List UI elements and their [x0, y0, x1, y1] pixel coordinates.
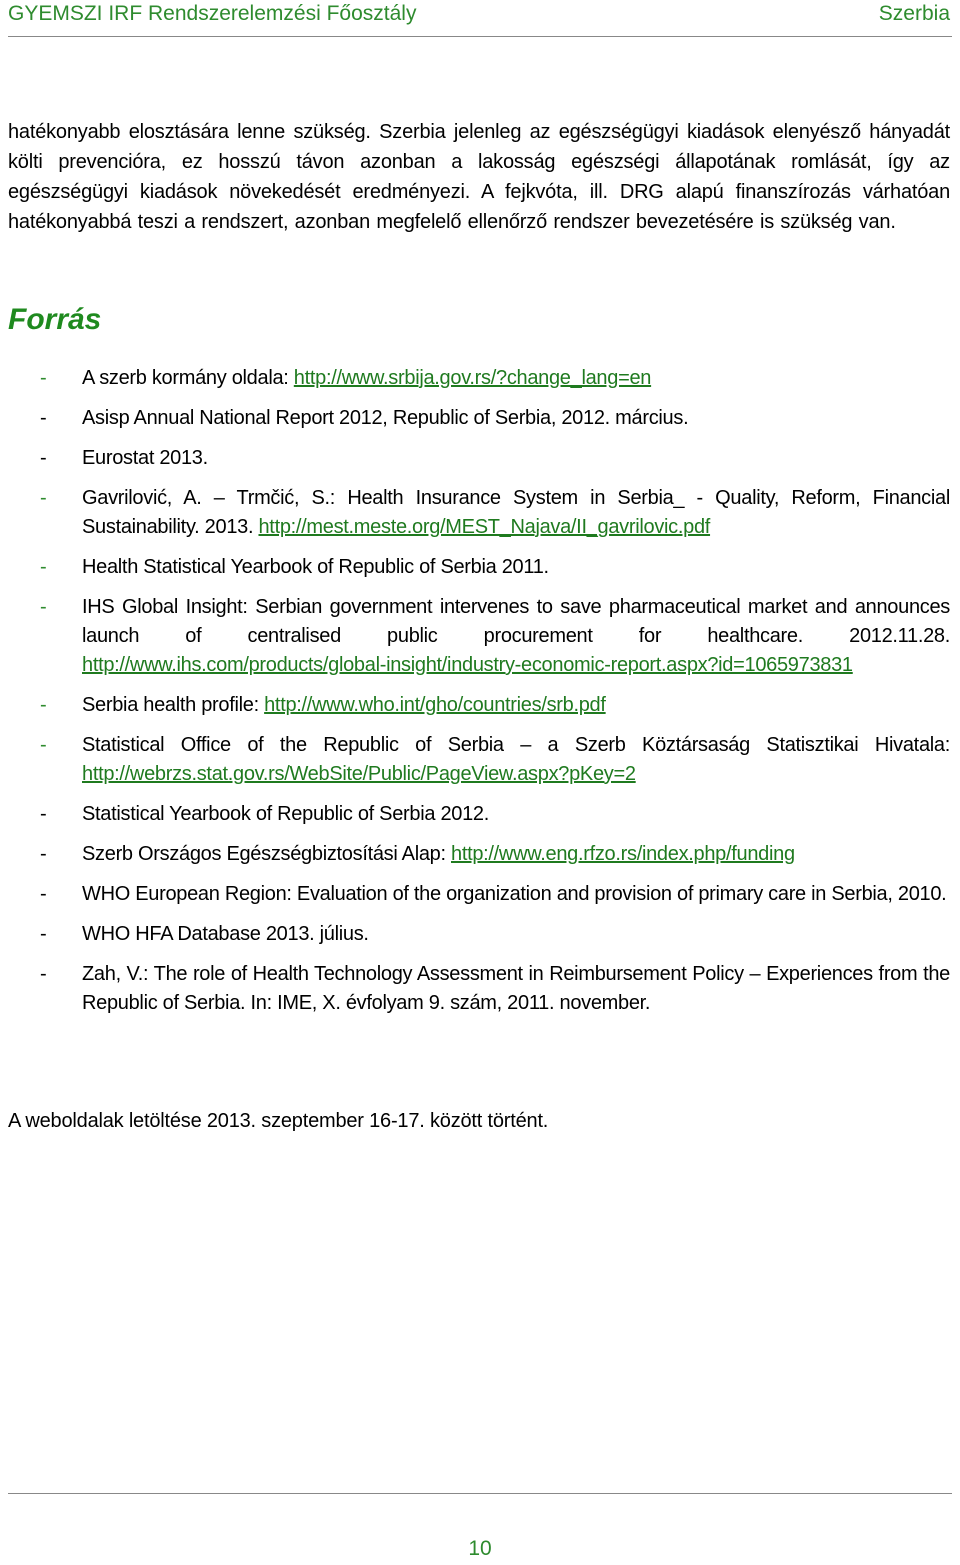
reference-link[interactable]: http://www.eng.rfzo.rs/index.php/funding [451, 843, 795, 865]
list-dash: - [40, 734, 47, 756]
reference-item: - Health Statistical Yearbook of Republic of Serbia 2011. [8, 553, 950, 582]
header-left-title: GYEMSZI IRF Rendszerelemzési Főosztály [8, 2, 417, 25]
list-dash: - [40, 367, 47, 389]
reference-item: - A szerb kormány oldala: http://www.srbija.gov.rs/?change_lang=en [8, 364, 950, 393]
header-divider [8, 36, 952, 37]
list-dash: - [40, 923, 47, 945]
footer-divider [8, 1493, 952, 1494]
list-dash: - [40, 963, 47, 985]
list-dash: - [40, 447, 47, 469]
reference-item: - Zah, V.: The role of Health Technology Assessment in Reimbursement Policy – Experiences from the Republic of Serbia. In: IME, X. évfolyam 9. szám, 2011. november. [8, 960, 950, 1018]
reference-link[interactable]: http://www.srbija.gov.rs/?change_lang=en [293, 367, 652, 389]
reference-list [8, 364, 950, 1029]
list-dash: - [40, 883, 47, 905]
section-title: Forrás [8, 303, 102, 336]
reference-item: - Szerb Országos Egészségbiztosítási Alap: http://www.eng.rfzo.rs/index.php/funding [8, 840, 950, 869]
intro-paragraph: hatékonyabb elosztására lenne szükség. Szerbia jelenleg az egészségügyi kiadások elenyésző hányadát költi prevencióra, ez hosszú távon azonban a lakosság egészségi állapotának romlását, így az egészségügyi kiadások növekedését eredményezi. A fejkvóta, ill. DRG alapú finanszírozás várhatóan hatékonyabbá teszi a rendszert, azonban megfelelő ellenőrző rendszer bevezetésére is szükség van. [8, 121, 950, 233]
reference-item: - Asisp Annual National Report 2012, Republic of Serbia, 2012. március. [8, 404, 950, 433]
list-dash: - [40, 487, 47, 509]
list-dash: - [40, 803, 47, 825]
page-header [8, 0, 950, 32]
reference-item: - Gavrilović, A. – Trmčić, S.: Health Insurance System in Serbia_ - Quality, Reform, Financial Sustainability. 2013. http://mest.meste.org/MEST_Najava/II_gavrilovic.pdf [8, 484, 950, 542]
list-dash: - [40, 407, 47, 429]
reference-item: - Statistical Yearbook of Republic of Serbia 2012. [8, 800, 950, 829]
list-dash: - [40, 843, 47, 865]
reference-link[interactable]: http://mest.meste.org/MEST_Najava/II_gavrilovic.pdf [258, 516, 711, 538]
reference-item: - WHO European Region: Evaluation of the organization and provision of primary care in Serbia, 2010. [8, 880, 950, 909]
reference-item: - IHS Global Insight: Serbian government intervenes to save pharmaceutical market and announces launch of centralised public procurement for healthcare. 2012.11.28. http://www.ihs.com/products/global-insight/industry-economic-report.aspx?id=1065973831 [8, 593, 950, 680]
reference-link[interactable]: http://www.who.int/gho/countries/srb.pdf [264, 694, 606, 716]
header-right-title: Szerbia [878, 2, 950, 25]
reference-item: - WHO HFA Database 2013. július. [8, 920, 950, 949]
closing-note: A weboldalak letöltése 2013. szeptember 16-17. között történt. [8, 1110, 549, 1132]
list-dash: - [40, 556, 47, 578]
reference-item: - Eurostat 2013. [8, 444, 950, 473]
list-dash: - [40, 694, 47, 716]
reference-link[interactable]: http://www.ihs.com/products/global-insight/industry-economic-report.aspx?id=1065973831 [82, 654, 853, 676]
list-dash: - [40, 596, 47, 618]
reference-item: - Serbia health profile: http://www.who.int/gho/countries/srb.pdf [8, 691, 950, 720]
reference-link[interactable]: http://webrzs.stat.gov.rs/WebSite/Public/PageView.aspx?pKey=2 [82, 763, 636, 785]
page-number: 10 [468, 1537, 492, 1560]
reference-item: - Statistical Office of the Republic of Serbia – a Szerb Köztársaság Statisztikai Hivatala: http://webrzs.stat.gov.rs/WebSite/Public/PageView.aspx?pKey=2 [8, 731, 950, 789]
